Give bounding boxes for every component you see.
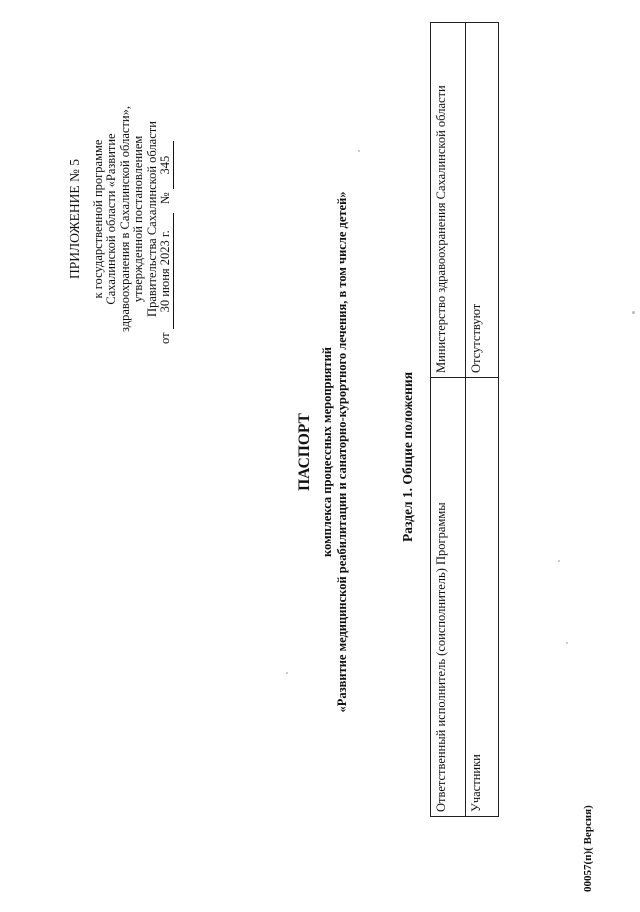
table-row — [431, 23, 466, 817]
passport-subtitle: комплекса процессных мероприятий — [320, 347, 334, 557]
passport-program-name: «Развитие медицинской реабилитации и санаторно-курортного лечения, в том числе детей» — [335, 191, 349, 713]
table-cell-value: Отсутствуют — [466, 23, 499, 378]
passport-title: ПАСПОРТ — [296, 413, 313, 491]
appendix-line: Сахалинской области «Развитие — [104, 133, 118, 305]
decree-from-label: от — [158, 332, 172, 344]
table-cell-label: Ответственный исполнитель (соисполнитель) Программы — [431, 378, 466, 817]
decree-line — [159, 94, 174, 344]
table-cell-label: Участники — [466, 378, 499, 817]
appendix-line: к государственной программе — [90, 139, 105, 299]
appendix-line: Правительства Сахалинской области — [144, 121, 159, 317]
general-provisions-table — [430, 22, 499, 817]
table-row — [466, 23, 499, 817]
appendix-block — [68, 94, 174, 344]
scan-speck — [558, 560, 560, 562]
table-cell-value: Министерство здравоохранения Сахалинской области — [431, 23, 466, 378]
scan-speck — [632, 311, 635, 314]
appendix-line: здравоохранения в Сахалинской области», — [117, 106, 132, 332]
scan-speck — [566, 642, 568, 644]
appendix-line: утвержденной постановлением — [131, 135, 145, 303]
section-heading: Раздел 1. Общие положения — [400, 371, 415, 543]
version-footer: 00057(п)( Версия) — [582, 805, 594, 892]
decree-number-label: № — [158, 192, 172, 205]
scan-speck — [358, 150, 360, 152]
scan-speck — [286, 672, 288, 674]
decree-date: 30 июня 2023 г. — [159, 213, 174, 329]
appendix-title: ПРИЛОЖЕНИЕ № 5 — [67, 158, 82, 280]
passport-title-block — [296, 172, 350, 732]
decree-number: 345 — [159, 141, 174, 189]
